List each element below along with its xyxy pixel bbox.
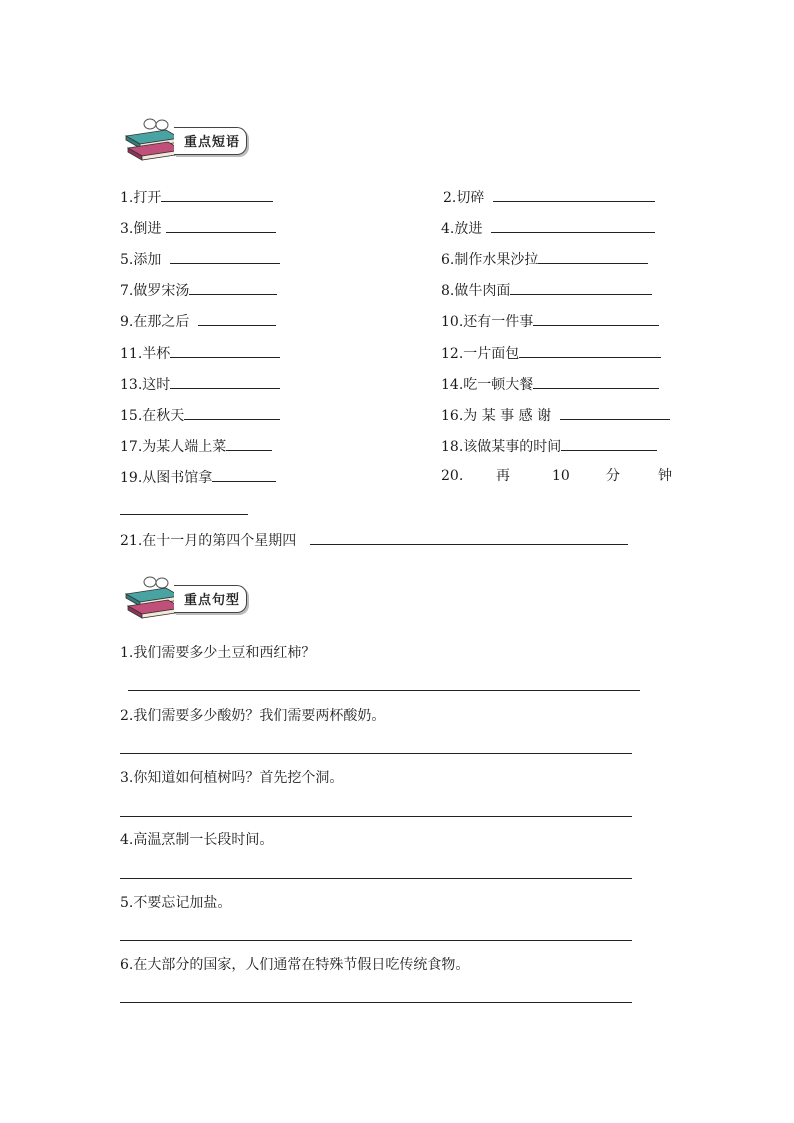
phrase-word: 分 — [606, 468, 620, 484]
books-icon — [122, 116, 182, 162]
answer-blank[interactable] — [560, 405, 670, 420]
answer-blank[interactable] — [226, 436, 272, 451]
phrase-item: 15.在秋天 — [120, 405, 280, 425]
answer-line[interactable] — [120, 1002, 632, 1003]
answer-line[interactable] — [120, 940, 632, 941]
sentence-item: 4.高温烹制一长段时间。 — [120, 832, 274, 848]
sentence-item: 1.我们需要多少土豆和西红柿？ — [120, 645, 316, 661]
sentences-section-header — [122, 574, 262, 620]
answer-blank[interactable] — [538, 249, 648, 264]
answer-blank[interactable] — [184, 405, 280, 420]
answer-blank[interactable] — [519, 343, 661, 358]
phrase-item: 14.吃一顿大餐 — [441, 374, 659, 394]
phrase-item: 9.在那之后 — [120, 311, 276, 331]
answer-blank[interactable] — [212, 467, 276, 482]
sentence-item: 3.你知道如何植树吗？首先挖个洞。 — [120, 770, 344, 786]
section-title: 重点句型 — [184, 593, 241, 608]
answer-line[interactable] — [128, 690, 640, 691]
phrase-word: 钟 — [658, 468, 672, 484]
books-icon — [122, 574, 182, 620]
phrases-section-header — [122, 116, 262, 162]
answer-blank[interactable] — [561, 436, 657, 451]
sentence-item: 5.不要忘记加盐。 — [120, 895, 232, 911]
answer-blank[interactable] — [198, 311, 276, 326]
phrase-item: 19.从图书馆拿 — [120, 467, 276, 487]
answer-blank[interactable] — [166, 218, 276, 233]
phrase-item: 18.该做某事的时间 — [441, 436, 657, 456]
answer-blank[interactable] — [510, 280, 652, 295]
answer-blank[interactable] — [161, 187, 273, 202]
sentence-item: 6.在大部分的国家，人们通常在特殊节假日吃传统食物。 — [120, 957, 470, 973]
phrase-item: 8.做牛肉面 — [441, 280, 652, 300]
answer-line[interactable] — [120, 878, 632, 879]
phrase-item: 5.添加 — [120, 249, 280, 269]
phrase-item: 21.在十一月的第四个星期四 — [120, 530, 628, 550]
phrase-item: 20. — [441, 468, 464, 484]
phrase-word: 10 — [552, 468, 570, 484]
answer-blank[interactable] — [533, 311, 659, 326]
phrase-word: 再 — [496, 468, 510, 484]
answer-blank[interactable] — [170, 343, 280, 358]
phrase-item: 2.切碎 — [443, 187, 655, 207]
phrase-item: 3.倒进 — [120, 218, 276, 238]
answer-blank[interactable] — [533, 374, 659, 389]
phrase-item: 13.这时 — [120, 374, 280, 394]
phrase-item: 10.还有一件事 — [441, 311, 659, 331]
answer-blank[interactable] — [170, 249, 280, 264]
answer-line[interactable] — [120, 816, 632, 817]
answer-blank[interactable] — [170, 374, 280, 389]
phrase-item: 16.为 某 事 感 谢 — [441, 405, 670, 425]
answer-line[interactable] — [120, 753, 632, 754]
phrase-item: 12.一片面包 — [441, 343, 661, 363]
phrase-item: 4.放进 — [441, 218, 655, 238]
answer-blank[interactable] — [310, 530, 628, 545]
section-title: 重点短语 — [184, 135, 241, 150]
answer-blank[interactable] — [120, 514, 248, 515]
sentence-item: 2.我们需要多少酸奶？我们需要两杯酸奶。 — [120, 708, 386, 724]
phrase-item: 11.半杯 — [120, 343, 280, 363]
phrase-item: 1.打开 — [120, 187, 273, 207]
phrase-item: 6.制作水果沙拉 — [441, 249, 648, 269]
answer-blank[interactable] — [493, 187, 655, 202]
answer-blank[interactable] — [491, 218, 655, 233]
answer-blank[interactable] — [189, 280, 277, 295]
phrase-item: 17.为某人端上菜 — [120, 436, 272, 456]
phrase-item: 7.做罗宋汤 — [120, 280, 277, 300]
